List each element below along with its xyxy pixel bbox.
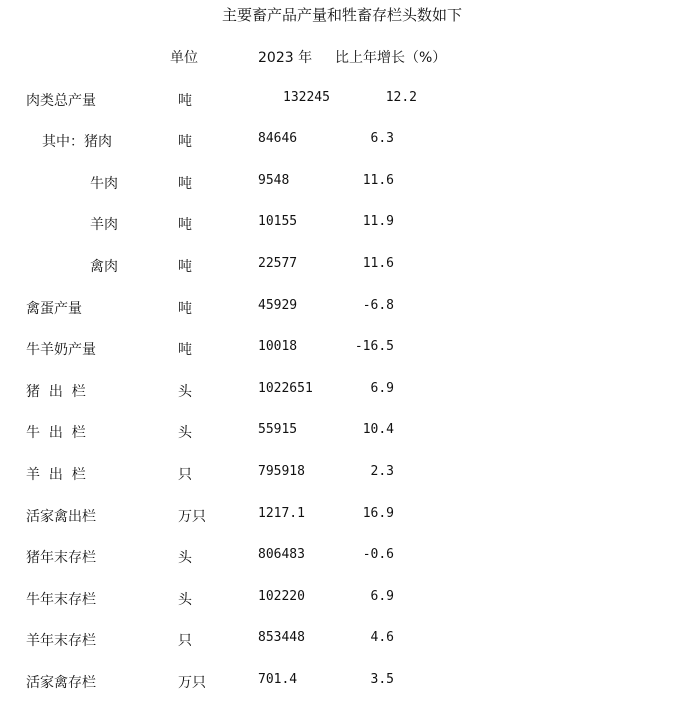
row-growth: 10.4: [362, 422, 394, 437]
row-unit: 只: [178, 467, 192, 483]
row-growth: 3.5: [370, 672, 394, 687]
table-row: [0, 589, 684, 613]
row-unit: 头: [178, 384, 192, 400]
row-value: 1217.1: [258, 506, 305, 521]
row-value: 55915: [258, 422, 298, 437]
row-unit: 吨: [178, 93, 192, 109]
table-row: [0, 173, 684, 197]
row-unit: 头: [178, 550, 192, 566]
row-unit: 万只: [178, 675, 206, 691]
row-name: 禽蛋产量: [26, 301, 82, 317]
row-unit: 头: [178, 425, 192, 441]
row-value: 1022651: [258, 381, 313, 396]
table-row: [0, 506, 684, 530]
row-unit: 吨: [178, 259, 192, 275]
table-row: [0, 298, 684, 322]
table-row: [0, 672, 684, 696]
row-name: 牛肉: [90, 176, 118, 192]
table-row: [0, 214, 684, 238]
row-growth: 12.2: [385, 90, 417, 105]
row-growth: -16.5: [354, 339, 394, 354]
row-value: 701.4: [258, 672, 298, 687]
row-value: 102220: [258, 589, 305, 604]
page-title: 主要畜产品产量和牲畜存栏头数如下: [221, 6, 462, 24]
table-row: [0, 339, 684, 363]
row-name: 羊 出 栏: [26, 467, 86, 483]
row-value: 9548: [258, 173, 290, 188]
row-value: 132245: [283, 90, 330, 105]
row-growth: 4.6: [370, 630, 394, 645]
header-growth: 比上年增长（%）: [335, 50, 447, 66]
row-name: 牛年末存栏: [26, 592, 96, 608]
row-growth: 11.9: [362, 214, 394, 229]
table-row: [0, 547, 684, 571]
table-row: [0, 131, 684, 155]
row-growth: 6.3: [370, 131, 394, 146]
row-name: 禽肉: [90, 259, 118, 275]
row-growth: 11.6: [362, 173, 394, 188]
row-unit: 只: [178, 633, 192, 649]
row-unit: 吨: [178, 176, 192, 192]
row-value: 10018: [258, 339, 298, 354]
row-name: 羊肉: [90, 217, 118, 233]
row-value: 853448: [258, 630, 305, 645]
row-growth: -0.6: [362, 547, 394, 562]
table-row: [0, 90, 684, 114]
row-value: 45929: [258, 298, 298, 313]
row-name: 活家禽出栏: [26, 509, 96, 525]
row-unit: 吨: [178, 217, 192, 233]
row-name: 牛羊奶产量: [26, 342, 96, 358]
row-value: 795918: [258, 464, 305, 479]
row-name: 猪年末存栏: [26, 550, 96, 566]
row-growth: 16.9: [362, 506, 394, 521]
header-year: 2023 年: [258, 50, 313, 66]
row-unit: 万只: [178, 509, 206, 525]
row-value: 10155: [258, 214, 298, 229]
row-unit: 头: [178, 592, 192, 608]
row-name: 肉类总产量: [26, 93, 96, 109]
row-name: 羊年末存栏: [26, 633, 96, 649]
row-unit: 吨: [178, 342, 192, 358]
row-growth: 2.3: [370, 464, 394, 479]
table-row: [0, 381, 684, 405]
row-unit: 吨: [178, 301, 192, 317]
row-unit: 吨: [178, 134, 192, 150]
row-name: 牛 出 栏: [26, 425, 86, 441]
row-growth: 6.9: [370, 589, 394, 604]
row-name: 猪 出 栏: [26, 384, 86, 400]
row-growth: 6.9: [370, 381, 394, 396]
row-name: 其中：猪肉: [42, 134, 112, 150]
table-row: [0, 256, 684, 280]
row-name: 活家禽存栏: [26, 675, 96, 691]
header-unit: 单位: [170, 50, 198, 66]
table-row: [0, 630, 684, 654]
table-row: [0, 422, 684, 446]
row-value: 22577: [258, 256, 298, 271]
row-growth: 11.6: [362, 256, 394, 271]
table-row: [0, 464, 684, 488]
row-value: 806483: [258, 547, 305, 562]
row-growth: -6.8: [362, 298, 394, 313]
row-value: 84646: [258, 131, 298, 146]
